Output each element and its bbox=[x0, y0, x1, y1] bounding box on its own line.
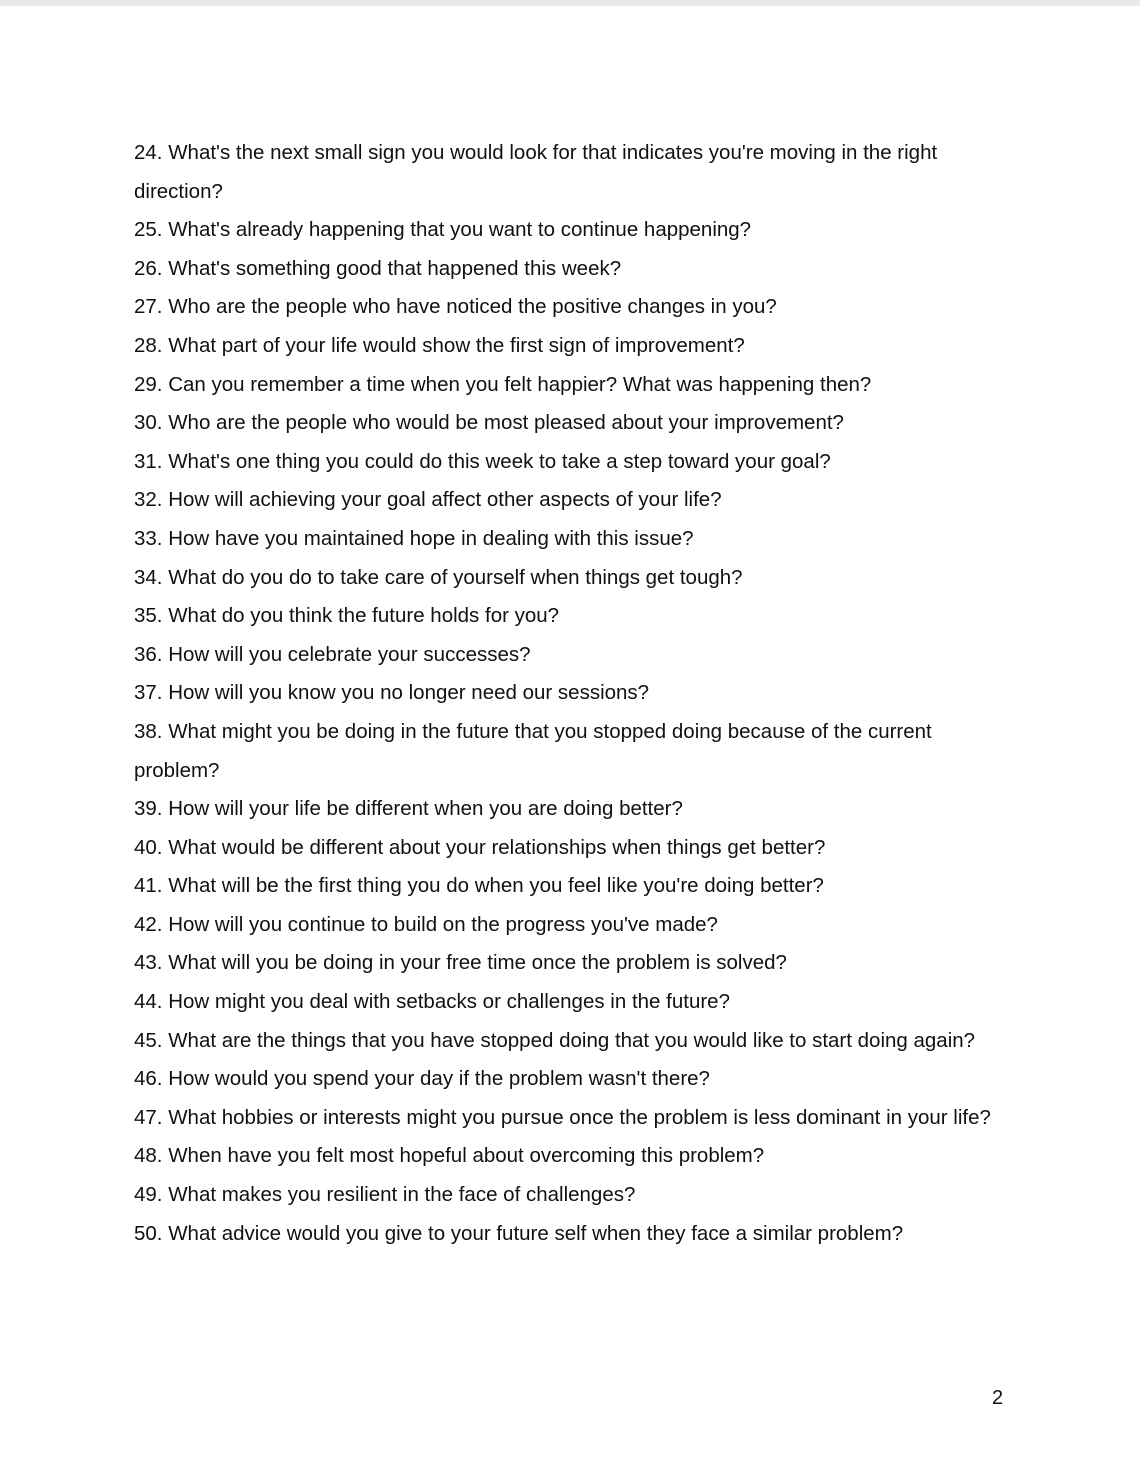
question-item: 29. Can you remember a time when you felt happier? What was happening then? bbox=[134, 372, 872, 396]
question-item: 37. How will you know you no longer need our sessions? bbox=[134, 681, 650, 705]
question-item: 27. Who are the people who have noticed the positive changes in you? bbox=[134, 295, 777, 319]
question-item: 40. What would be different about your relationships when things get better? bbox=[134, 835, 826, 859]
question-item: 34. What do you do to take care of yourself when things get tough? bbox=[134, 565, 743, 589]
document-page bbox=[134, 134, 1014, 1253]
question-item: 28. What part of your life would show the first sign of improvement? bbox=[134, 333, 745, 357]
question-item: 45. What are the things that you have stopped doing that you would like to start doing again? bbox=[134, 1028, 976, 1052]
question-item: 41. What will be the first thing you do when you feel like you're doing better? bbox=[134, 874, 824, 898]
question-item: 24. What's the next small sign you would look for that indicates you're moving in the right direction? bbox=[134, 141, 938, 203]
page-number: 2 bbox=[992, 1387, 1004, 1409]
question-item: 50. What advice would you give to your future self when they face a similar problem? bbox=[134, 1221, 904, 1245]
question-item: 30. Who are the people who would be most pleased about your improvement? bbox=[134, 411, 844, 435]
question-item: 38. What might you be doing in the future that you stopped doing because of the current problem? bbox=[134, 719, 932, 782]
question-item: 43. What will you be doing in your free time once the problem is solved? bbox=[134, 951, 787, 975]
question-item: 47. What hobbies or interests might you pursue once the problem is less dominant in your life? bbox=[134, 1105, 991, 1129]
question-item: 31. What's one thing you could do this week to take a step toward your goal? bbox=[134, 449, 831, 473]
question-item: 44. How might you deal with setbacks or challenges in the future? bbox=[134, 990, 730, 1014]
question-item: 32. How will achieving your goal affect other aspects of your life? bbox=[134, 488, 722, 512]
top-rule bbox=[0, 0, 1140, 6]
question-item: 42. How will you continue to build on the progress you've made? bbox=[134, 912, 718, 936]
question-item: 35. What do you think the future holds for you? bbox=[134, 604, 560, 628]
question-item: 25. What's already happening that you want to continue happening? bbox=[134, 218, 752, 242]
question-item: 46. How would you spend your day if the problem wasn't there? bbox=[134, 1067, 710, 1091]
question-item: 33. How have you maintained hope in dealing with this issue? bbox=[134, 526, 694, 550]
question-list bbox=[134, 134, 1014, 1253]
question-item: 48. When have you felt most hopeful about overcoming this problem? bbox=[134, 1144, 765, 1168]
question-item: 36. How will you celebrate your successes? bbox=[134, 642, 531, 666]
question-item: 26. What's something good that happened this week? bbox=[134, 256, 622, 280]
question-item: 39. How will your life be different when you are doing better? bbox=[134, 797, 683, 821]
question-item: 49. What makes you resilient in the face of challenges? bbox=[134, 1183, 636, 1207]
